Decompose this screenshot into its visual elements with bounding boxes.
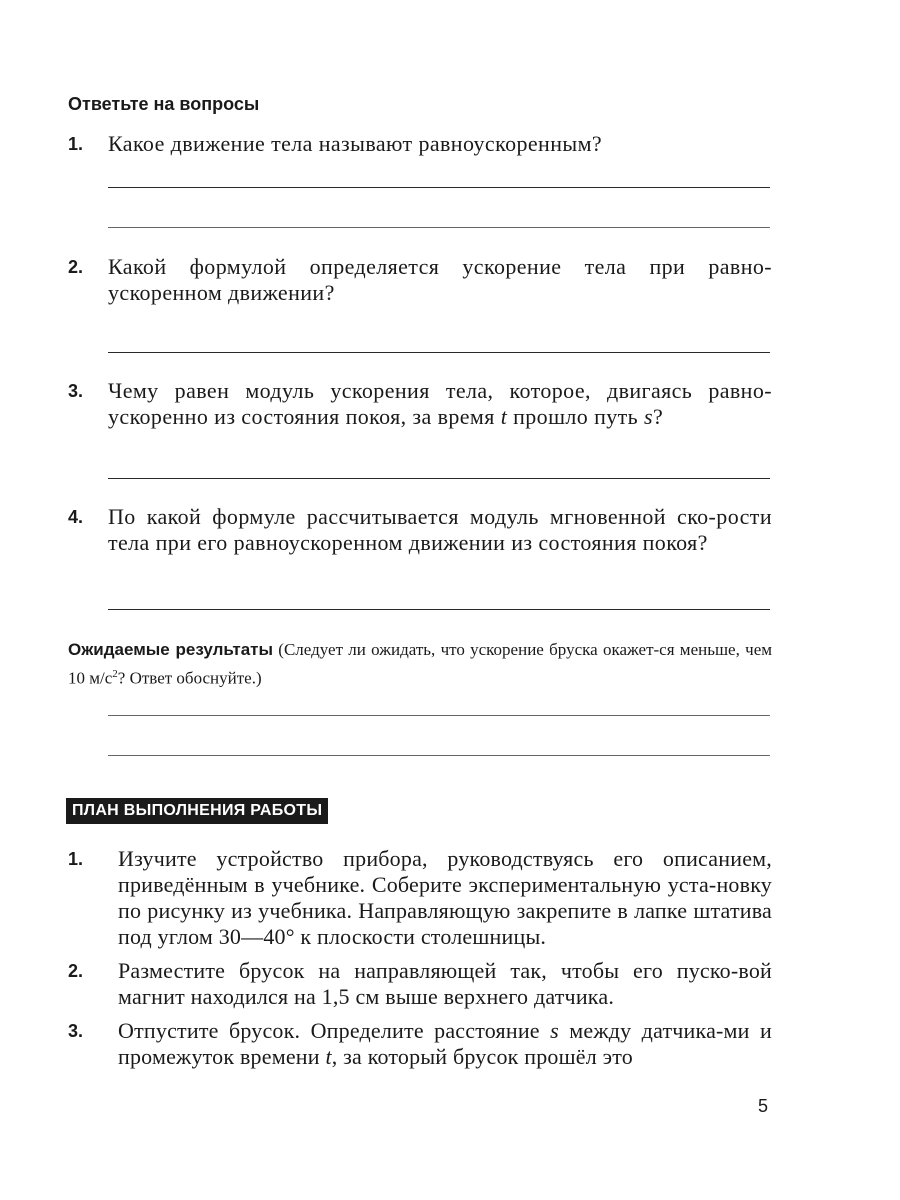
step-number: 3. xyxy=(68,1021,84,1041)
step-text: Разместите брусок на направляющей так, чтобы его пуско-вой магнит находился на 1,5 см выше верхнего датчика. xyxy=(118,958,772,1009)
page-number: 5 xyxy=(758,1096,769,1116)
expected-results-text: ? Ответ обоснуйте.) xyxy=(117,668,262,688)
expected-results xyxy=(68,638,772,691)
question-text-part: Чему равен модуль ускорения тела, которое, двигаясь равно-ускоренно из состояния покоя, за время xyxy=(108,378,772,429)
plan-step-2 xyxy=(68,958,772,1010)
answer-line[interactable] xyxy=(108,478,770,479)
answer-line[interactable] xyxy=(108,352,770,353)
question-4 xyxy=(68,504,772,556)
question-text-part: ? xyxy=(653,404,664,429)
step-text: Изучите устройство прибора, руководствуясь его описанием, приведённым в учебнике. Соберите экспериментальную уста-новку по рисунку из учебника. Направляющую закрепите в лапке штатива под углом 30—40° к плоскости столешницы. xyxy=(118,846,772,949)
variable-s: s xyxy=(550,1018,559,1043)
question-number: 3. xyxy=(68,381,84,401)
question-text xyxy=(108,378,772,430)
answer-line[interactable] xyxy=(108,715,770,716)
plan-title: ПЛАН ВЫПОЛНЕНИЯ РАБОТЫ xyxy=(66,798,328,824)
answer-line[interactable] xyxy=(108,227,770,228)
step-text-part: между датчика-ми и промежуток времени xyxy=(118,1018,772,1069)
variable-t: t xyxy=(500,404,508,429)
step-text-part: , за который брусок прошёл это xyxy=(331,1044,633,1069)
answer-line[interactable] xyxy=(108,609,770,610)
answer-line[interactable] xyxy=(108,755,770,756)
step-text xyxy=(118,1018,772,1070)
question-text-part: прошло путь xyxy=(507,404,645,429)
question-number: 1. xyxy=(68,134,84,154)
step-number: 2. xyxy=(68,961,84,981)
variable-t: t xyxy=(325,1044,332,1069)
question-text: Какое движение тела называют равноускоренным? xyxy=(108,131,603,156)
plan-step-3 xyxy=(68,1018,772,1070)
question-text: Какой формулой определяется ускорение тела при равно-ускоренном движении? xyxy=(108,254,772,305)
question-3 xyxy=(68,378,772,430)
plan-step-1 xyxy=(68,846,772,950)
step-number: 1. xyxy=(68,849,84,869)
questions-heading: Ответьте на вопросы xyxy=(68,94,260,114)
superscript: 2 xyxy=(112,668,118,680)
answer-line[interactable] xyxy=(108,187,770,188)
step-text-part: Отпустите брусок. Определите расстояние xyxy=(118,1018,551,1043)
question-number: 4. xyxy=(68,507,84,527)
expected-results-label: Ожидаемые результаты xyxy=(68,640,273,659)
question-number: 2. xyxy=(68,257,84,277)
expected-results-text: (Следует ли ожидать, что ускорение бруска окажет-ся меньше, чем 10 м/с xyxy=(68,640,772,688)
question-text: По какой формуле рассчитывается модуль мгновенной ско-рости тела при его равноускоренном движении из состояния покоя? xyxy=(108,504,772,555)
variable-s: s xyxy=(644,404,653,429)
question-2 xyxy=(68,254,772,306)
question-1 xyxy=(68,131,772,157)
